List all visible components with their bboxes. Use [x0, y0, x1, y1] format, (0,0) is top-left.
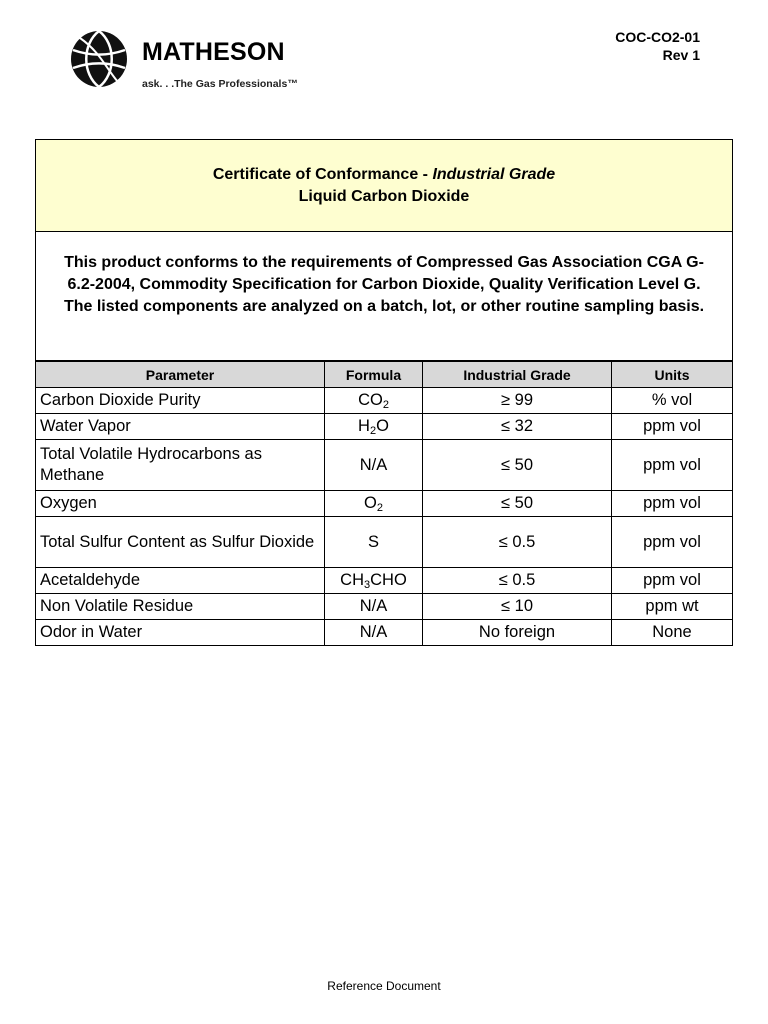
column-header-parameter: Parameter — [36, 362, 325, 388]
table-row — [36, 414, 733, 440]
parameter-cell: Total Volatile Hydrocarbons as Methane — [36, 440, 325, 491]
certificate-box — [35, 139, 733, 361]
table-row — [36, 517, 733, 568]
units-cell: ppm vol — [612, 440, 733, 491]
formula-cell: S — [325, 517, 423, 568]
certificate-header — [36, 140, 732, 232]
formula-cell: N/A — [325, 440, 423, 491]
grade-cell: ≤ 50 — [423, 491, 612, 517]
brand-tagline: ask. . .The Gas Professionals™ — [142, 78, 298, 90]
units-cell: None — [612, 620, 733, 646]
units-cell: ppm vol — [612, 414, 733, 440]
table-header-row — [36, 362, 733, 388]
company-logo — [70, 30, 310, 100]
certificate-title — [36, 164, 732, 186]
column-header-formula: Formula — [325, 362, 423, 388]
table-row — [36, 491, 733, 517]
certificate-subtitle: Liquid Carbon Dioxide — [298, 188, 470, 205]
formula-cell: $CO_2$ — [325, 388, 423, 414]
grade-cell: ≤ 0.5 — [423, 517, 612, 568]
grade-cell: ≤ 50 — [423, 440, 612, 491]
document-code: COC-CO2-01 — [615, 29, 700, 45]
table-row — [36, 594, 733, 620]
formula-cell: $H_2O$ — [325, 414, 423, 440]
grade-cell: ≥ 99 — [423, 388, 612, 414]
parameter-cell: Acetaldehyde — [36, 568, 325, 594]
formula-cell: $CH_3CHO$ — [325, 568, 423, 594]
conformance-statement: This product conforms to the requirements of Compressed Gas Association CGA G-6.2-2004, Commodity Specification for Carbon Dioxide, Quality Verification Level G. The listed components are analyzed on a batch, lot, or other routine sampling basis. — [63, 254, 705, 315]
formula-cell: N/A — [325, 620, 423, 646]
certificate-title-grade: Industrial Grade — [432, 166, 556, 183]
formula-cell: N/A — [325, 594, 423, 620]
parameter-cell: Carbon Dioxide Purity — [36, 388, 325, 414]
parameter-cell: Water Vapor — [36, 414, 325, 440]
units-cell: ppm vol — [612, 491, 733, 517]
table-row — [36, 388, 733, 414]
globe-logo-icon — [70, 30, 128, 88]
parameter-cell: Odor in Water — [36, 620, 325, 646]
parameter-cell: Non Volatile Residue — [36, 594, 325, 620]
parameter-cell: Oxygen — [36, 491, 325, 517]
footer-note: Reference Document — [327, 979, 441, 993]
brand-name: MATHESON — [142, 38, 285, 66]
formula-cell: $O_2$ — [325, 491, 423, 517]
parameter-cell: Total Sulfur Content as Sulfur Dioxide — [36, 517, 325, 568]
certificate-title-prefix: Certificate of Conformance - — [212, 166, 433, 183]
document-id — [615, 28, 700, 64]
units-cell: ppm wt — [612, 594, 733, 620]
document-revision: Rev 1 — [662, 47, 700, 63]
units-cell: ppm vol — [612, 568, 733, 594]
units-cell: ppm vol — [612, 517, 733, 568]
grade-cell: ≤ 10 — [423, 594, 612, 620]
column-header-grade: Industrial Grade — [423, 362, 612, 388]
grade-cell: ≤ 0.5 — [423, 568, 612, 594]
column-header-units: Units — [612, 362, 733, 388]
table-row — [36, 620, 733, 646]
table-row — [36, 440, 733, 491]
units-cell: % vol — [612, 388, 733, 414]
grade-cell: No foreign — [423, 620, 612, 646]
specification-table — [35, 361, 733, 646]
grade-cell: ≤ 32 — [423, 414, 612, 440]
table-row — [36, 568, 733, 594]
